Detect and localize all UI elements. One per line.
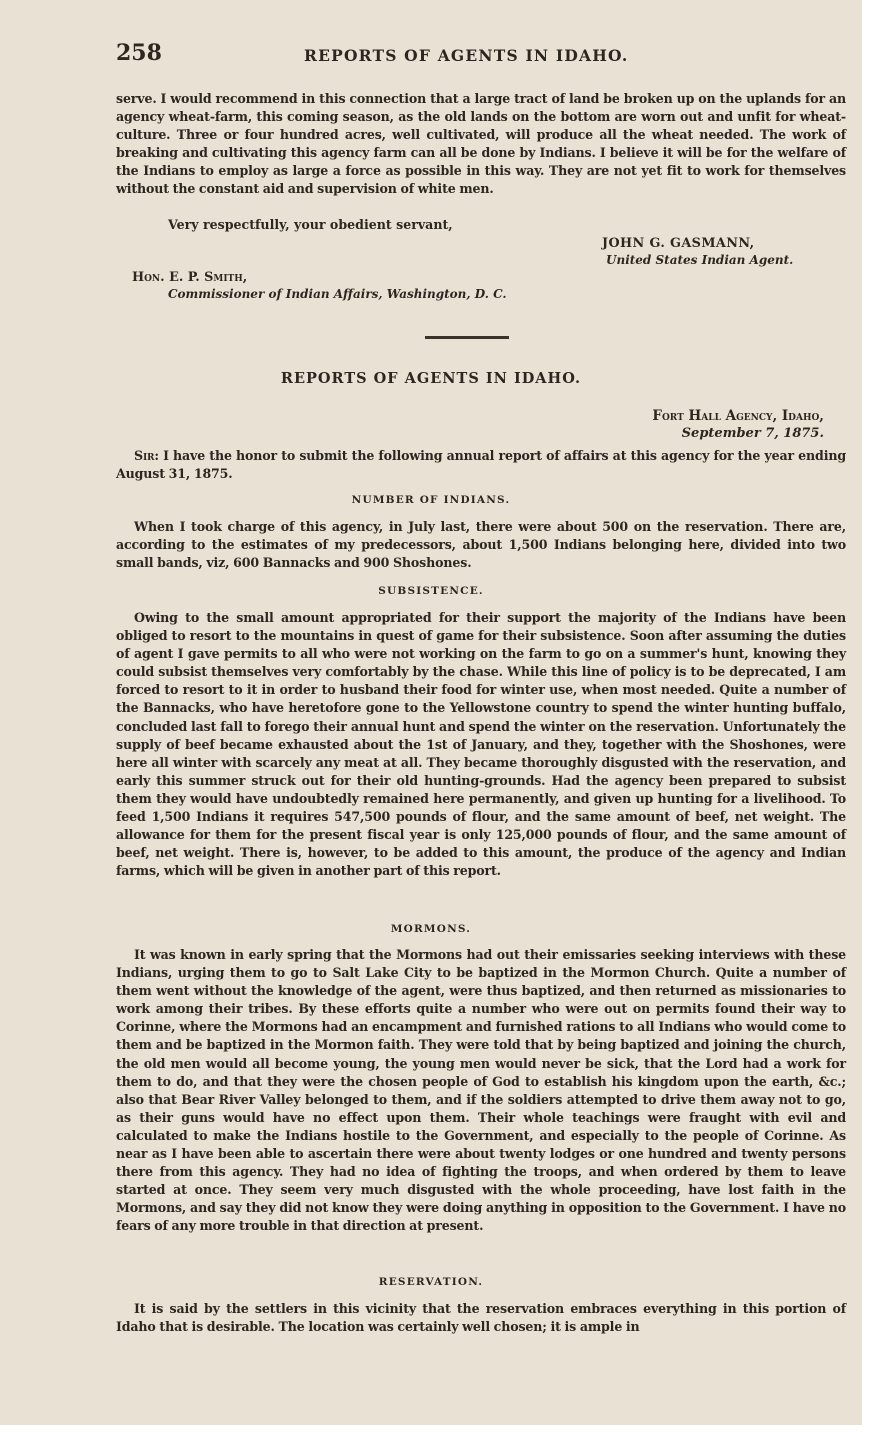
heading-reservation: RESERVATION.: [378, 1276, 484, 1288]
intro-paragraph: serve. I would recommend in this connection that a large tract of land be broken up on the uplands for an agency wheat-farm, this coming season, as the old lands on the bottom are worn out and unfit for wheat-culture. Three or four hundred acres, well cultivated, will produce all the wheat needed. The work of breaking and cultivating this agency farm can all be done by Indians. I believe it will be for the welfare of the Indians to employ as large a force as possible in this way. They are not yet fit to work for themselves without the constant aid and supervision of white men.: [116, 91, 846, 197]
addressee-name: Hon. E. P. Smith,: [132, 270, 248, 285]
paragraph-subsistence: Owing to the small amount appropriated for their support the majority of the Indians have been obliged to resort to the mountains in quest of game for their subsistence. Soon after assuming the duties of agent I gave permits to all who were not working on the farm to go on a summer's hunt, knowing they could subsist themselves very comfortably by the chase. While this line of policy is to be deprecated, I am forced to resort to it in order to husband their food for winter use, when most needed. Quite a number of the Bannacks, who have heretofore gone to the Yellowstone country to spend the winter hunting buffalo, concluded last fall to forego their annual hunt and spend the winter on the reservation. Unfortunately the supply of beef became exhausted about the 1st of January, and they, together with the Shoshones, were here all winter with scarcely any meat at all. They became thoroughly disgusted with the reservation, and early this summer struck out for their old hunting-grounds. Had the agency been prepared to subsist them they would have undoubtedly remained here permanently, and given up hunting for a livelihood. To feed 1,500 Indians it requires 547,500 pounds of flour, and the same amount of beef, net weight. The allowance for them for the present fiscal year is only 125,000 pounds of flour, and the same amount of beef, net weight. There is, however, to be added to this amount, the produce of the agency and Indian farms, which will be given in another part of this report.: [116, 610, 846, 879]
section-divider: [425, 336, 509, 339]
dateline-place: Fort Hall Agency, Idaho,: [652, 408, 824, 424]
heading-subsistence: SUBSISTENCE.: [378, 585, 484, 597]
paragraph-number-of-indians: When I took charge of this agency, in July last, there were about 500 on the reservation. There are, according to the estimates of my predecessors, about 1,500 Indians belonging here, divided into two small bands, viz, 600 Bannacks and 900 Shoshones.: [116, 519, 846, 571]
dateline-date: September 7, 1875.: [681, 426, 824, 441]
heading-mormons: MORMONS.: [390, 923, 472, 935]
section-title: REPORTS OF AGENTS IN IDAHO.: [280, 370, 582, 387]
page-number: 258: [116, 40, 162, 66]
heading-number-of-indians: NUMBER OF INDIANS.: [351, 494, 511, 506]
running-title: REPORTS OF AGENTS IN IDAHO.: [304, 46, 629, 65]
salutation-label: Sir:: [134, 448, 159, 463]
signature-name: JOHN G. GASMANN,: [602, 236, 755, 251]
paragraph-reservation: It is said by the settlers in this vicinity that the reservation embraces everything in this portion of Idaho that is desirable. The location was certainly well chosen; it is ample in: [116, 1301, 846, 1335]
page-header: [116, 40, 846, 70]
signature-title: United States Indian Agent.: [606, 253, 794, 267]
salutation-paragraph: [116, 447, 846, 483]
closing-line: Very respectfully, your obedient servant,: [168, 217, 453, 232]
salutation-text: I have the honor to submit the following annual report of affairs at this agency for the year ending August 31, 1875.: [116, 448, 846, 482]
paragraph-mormons: It was known in early spring that the Mormons had out their emissaries seeking interviews with these Indians, urging them to go to Salt Lake City to be baptized in the Mormon Church. Quite a number of them went without the knowledge of the agent, were thus baptized, and then returned as missionaries to work among their tribes. By these efforts quite a number who were out on permits found their way to Corinne, where the Mormons had an encampment and furnished rations to all Indians who would come to them and be baptized in the Mormon faith. They were told that by being baptized and joining the church, the old men would all become young, the young men would never be sick, that the Lord had a work for them to do, and that they were the chosen people of God to establish his kingdom upon the earth, &c.; also that Bear River Valley belonged to them, and if the soldiers attempted to drive them away not to go, as their guns would have no effect upon them. Their whole teachings were fraught with evil and calculated to make the Indians hostile to the Government, and especially to the people of Corinne. As near as I have been able to ascertain there were about twenty lodges or one hundred and twenty persons there from this agency. They had no idea of fighting the troops, and when ordered by them to leave started at once. They seem very much disgusted with the whole proceeding, have lost faith in the Mormons, and say they did not know they were doing anything in opposition to the Government. I have no fears of any more trouble in that direction at present.: [116, 947, 846, 1234]
addressee-title: Commissioner of Indian Affairs, Washington, D. C.: [168, 287, 507, 301]
